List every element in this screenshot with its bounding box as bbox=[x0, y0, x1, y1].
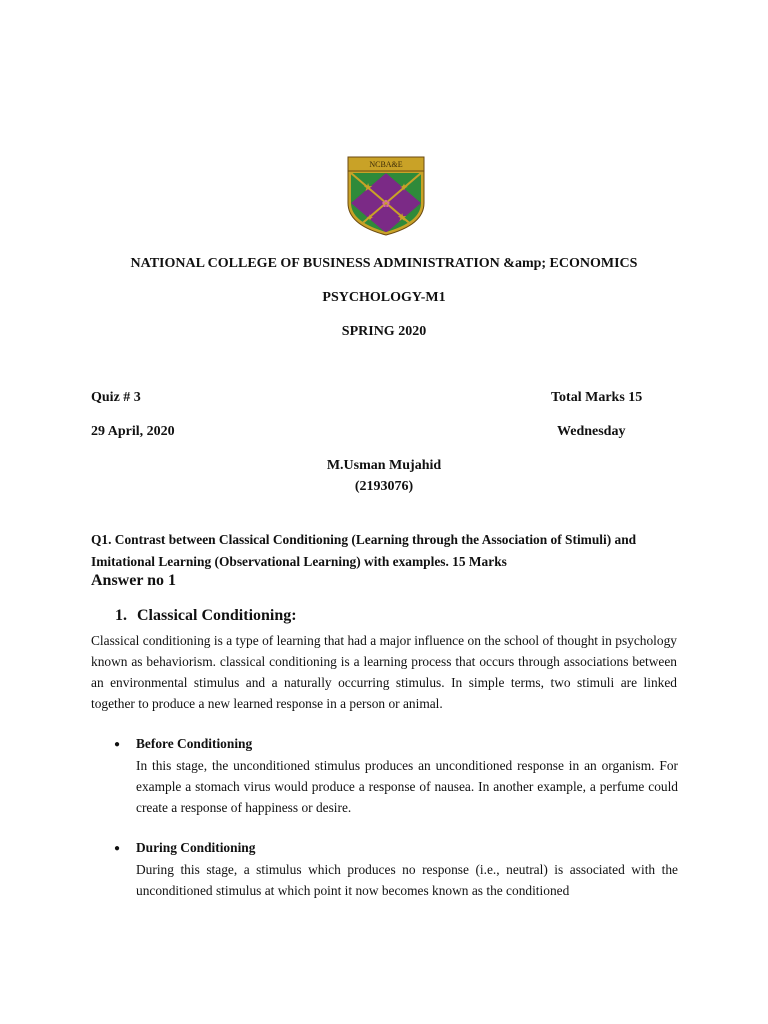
svg-text:★: ★ bbox=[363, 182, 373, 194]
quiz-day: Wednesday bbox=[557, 424, 626, 439]
bullet-icon: ● bbox=[114, 843, 121, 854]
section-paragraph: Classical conditioning is a type of learning that had a major influence on the school of thought in psychology known as behaviorism. classical conditioning is a learning process that occurs through associations between an environmental stimulus and a naturally occurring stimulus. In simple terms, two stimuli are linked together to produce a new learned response in a person or animal. bbox=[91, 633, 677, 711]
svg-text:✦: ✦ bbox=[399, 182, 409, 194]
quiz-date: 29 April, 2020 bbox=[91, 424, 175, 439]
college-name: NATIONAL COLLEGE OF BUSINESS ADMINISTRATION &amp; ECONOMICS bbox=[130, 256, 638, 271]
bullet-text: During this stage, a stimulus which produces no response (i.e., neutral) is associated with the unconditioned stimulus at which point it now becomes known as the conditioned bbox=[136, 862, 678, 898]
bullet-icon: ● bbox=[114, 739, 121, 750]
section-heading bbox=[115, 607, 297, 625]
section-number: 1. bbox=[115, 607, 127, 624]
term: SPRING 2020 bbox=[341, 324, 427, 339]
svg-text:✦: ✦ bbox=[365, 213, 375, 224]
svg-text:✿: ✿ bbox=[381, 199, 391, 210]
total-marks: Total Marks 15 bbox=[551, 390, 643, 405]
student-name: M.Usman Mujahid bbox=[326, 458, 442, 473]
bullet-text: In this stage, the unconditioned stimulus produces an unconditioned response in an organism. For example a stomach virus would produce a response of nausea. In another example, a perfume could create a response of happiness or desire. bbox=[136, 758, 678, 815]
section-title: Classical Conditioning: bbox=[137, 607, 297, 624]
bullet-title: Before Conditioning bbox=[136, 736, 253, 751]
student-id: (2193076) bbox=[354, 479, 414, 494]
college-crest-logo bbox=[346, 155, 426, 237]
course-name: PSYCHOLOGY-M1 bbox=[322, 290, 446, 305]
answer-heading: Answer no 1 bbox=[91, 572, 177, 589]
question-text: Q1. Contrast between Classical Conditioning (Learning through the Association of Stimuli) and Imitational Learning (Observational Learning) with examples. 15 Marks bbox=[91, 532, 637, 569]
bullet-title: During Conditioning bbox=[136, 840, 256, 855]
svg-text:NCBA&E: NCBA&E bbox=[369, 160, 403, 169]
quiz-number: Quiz # 3 bbox=[91, 390, 141, 405]
svg-text:★: ★ bbox=[397, 212, 407, 224]
